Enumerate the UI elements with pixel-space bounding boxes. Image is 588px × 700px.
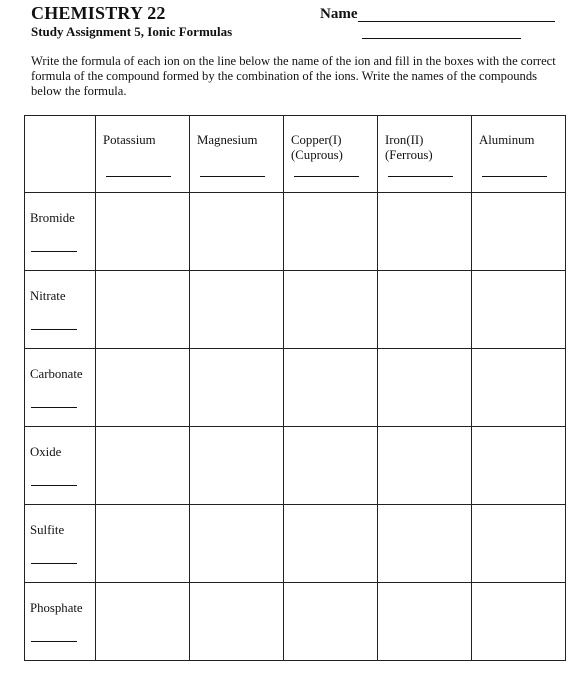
instructions: Write the formula of each ion on the line below the name of the ion and fill in the boxes with the correct formula of the compound formed by the combination of the ions. Write the names of the compounds below the formula. [31,54,556,98]
anion-header-cell [25,583,96,661]
cation-header-cell [190,116,284,193]
compound-cell[interactable] [96,583,190,661]
cation-header-cell [378,116,472,193]
compound-cell[interactable] [190,427,284,505]
compound-cell[interactable] [284,427,378,505]
compound-cell[interactable] [96,427,190,505]
compound-cell[interactable] [472,505,566,583]
anion-label: Carbonate [30,367,83,381]
cation-label: Potassium [103,133,156,147]
compound-cell[interactable] [96,349,190,427]
compound-cell[interactable] [190,193,284,271]
anion-header-cell [25,427,96,505]
compound-cell[interactable] [96,271,190,349]
compound-cell[interactable] [284,193,378,271]
anion-header-cell [25,505,96,583]
cation-formula-line[interactable] [200,176,265,177]
anion-label: Bromide [30,211,75,225]
anion-row [25,349,566,427]
anion-formula-line[interactable] [31,251,77,252]
compound-cell[interactable] [284,271,378,349]
cation-formula-line[interactable] [106,176,171,177]
name-line[interactable] [358,21,555,22]
ionic-formula-table [24,115,566,661]
anion-header-cell [25,349,96,427]
compound-cell[interactable] [190,505,284,583]
anion-formula-line[interactable] [31,485,77,486]
assignment-title: Study Assignment 5, Ionic Formulas [31,24,233,39]
anion-formula-line[interactable] [31,563,77,564]
compound-cell[interactable] [472,349,566,427]
compound-cell[interactable] [190,583,284,661]
anion-header-cell [25,193,96,271]
anion-label: Nitrate [30,289,66,303]
anion-row [25,271,566,349]
cation-formula-line[interactable] [482,176,547,177]
anion-label: Oxide [30,445,62,459]
compound-cell[interactable] [378,583,472,661]
compound-cell[interactable] [284,349,378,427]
anion-formula-line[interactable] [31,641,77,642]
cation-formula-line[interactable] [388,176,453,177]
cation-header-cell [472,116,566,193]
compound-cell[interactable] [284,583,378,661]
compound-cell[interactable] [378,427,472,505]
cation-header-row [25,116,566,193]
cation-header-cell [284,116,378,193]
compound-cell[interactable] [378,505,472,583]
compound-cell[interactable] [190,271,284,349]
compound-cell[interactable] [472,271,566,349]
compound-cell[interactable] [472,583,566,661]
anion-row [25,427,566,505]
compound-cell[interactable] [472,427,566,505]
anion-label: Sulfite [30,523,65,537]
anion-header-cell [25,271,96,349]
compound-cell[interactable] [378,193,472,271]
compound-cell[interactable] [472,193,566,271]
name-label: Name [320,6,358,22]
compound-cell[interactable] [96,505,190,583]
cation-label: Aluminum [479,133,535,147]
anion-label: Phosphate [30,601,83,615]
course-title: CHEMISTRY 22 [31,3,166,23]
cation-header-cell [96,116,190,193]
compound-cell[interactable] [96,193,190,271]
corner-cell [25,116,96,193]
anion-formula-line[interactable] [31,407,77,408]
cation-label: Copper(I) (Cuprous) [291,133,343,162]
anion-row [25,583,566,661]
compound-cell[interactable] [378,271,472,349]
compound-cell[interactable] [378,349,472,427]
compound-cell[interactable] [190,349,284,427]
cation-label: Magnesium [197,133,258,147]
anion-row [25,193,566,271]
compound-cell[interactable] [284,505,378,583]
cation-formula-line[interactable] [294,176,359,177]
name-line-second[interactable] [362,38,521,39]
anion-row [25,505,566,583]
cation-label: Iron(II) (Ferrous) [385,133,433,162]
anion-formula-line[interactable] [31,329,77,330]
